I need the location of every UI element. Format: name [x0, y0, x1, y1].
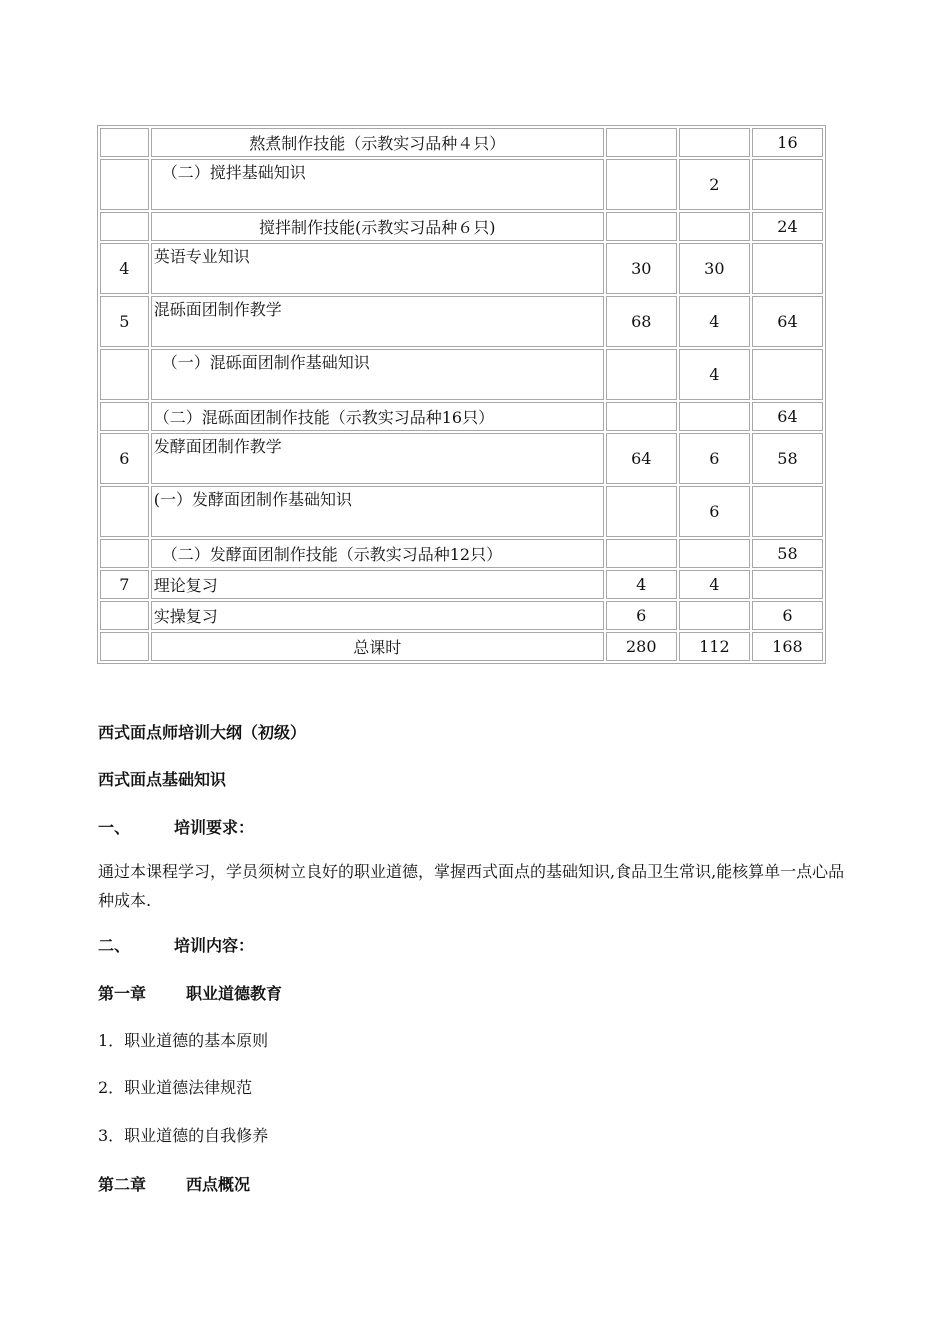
- theory-hours-cell: 4: [679, 570, 750, 599]
- row-number-cell: [100, 349, 149, 400]
- row-number-cell: 5: [100, 296, 149, 347]
- total-hours-cell: 68: [606, 296, 677, 347]
- course-name-cell: 搅拌制作技能(示教实习品种６只): [151, 212, 604, 241]
- course-name-cell: （二）搅拌基础知识: [151, 159, 604, 210]
- practice-hours-cell: 58: [752, 539, 823, 568]
- table-row: [100, 570, 823, 599]
- section-number: 一、: [98, 818, 131, 837]
- course-name-cell: 理论复习: [151, 570, 604, 599]
- row-number-cell: 4: [100, 243, 149, 294]
- total-hours-cell: [606, 402, 677, 431]
- theory-hours-cell: [679, 539, 750, 568]
- theory-hours-cell: [679, 212, 750, 241]
- theory-hours-cell: 112: [679, 632, 750, 661]
- chapter-number: 第一章: [98, 984, 147, 1003]
- table-row: [100, 402, 823, 431]
- table-body: [100, 128, 823, 661]
- total-hours-cell: 30: [606, 243, 677, 294]
- total-hours-cell: [606, 159, 677, 210]
- doc-title: 西式面点师培训大纲（初级）: [98, 723, 307, 742]
- course-name-cell: (一）发酵面团制作基础知识: [151, 486, 604, 537]
- practice-hours-cell: 16: [752, 128, 823, 157]
- theory-hours-cell: 30: [679, 243, 750, 294]
- row-number-cell: 7: [100, 570, 149, 599]
- table-row: [100, 486, 823, 537]
- list-item: 2．职业道德法律规范: [98, 1078, 253, 1097]
- total-hours-cell: [606, 539, 677, 568]
- theory-hours-cell: 4: [679, 296, 750, 347]
- course-hours-table: [97, 125, 826, 664]
- practice-hours-cell: 58: [752, 433, 823, 484]
- chapter-title: 职业道德教育: [186, 984, 283, 1003]
- chapter-number: 第二章: [98, 1175, 147, 1194]
- row-number-cell: [100, 632, 149, 661]
- total-hours-cell: 280: [606, 632, 677, 661]
- course-name-cell: 实操复习: [151, 601, 604, 630]
- practice-hours-cell: 168: [752, 632, 823, 661]
- theory-hours-cell: 4: [679, 349, 750, 400]
- section-title: 培训要求：: [174, 818, 255, 837]
- section-heading-content: [98, 933, 254, 956]
- theory-hours-cell: [679, 402, 750, 431]
- total-hours-cell: [606, 128, 677, 157]
- row-number-cell: [100, 486, 149, 537]
- total-hours-cell: [606, 212, 677, 241]
- theory-hours-cell: [679, 128, 750, 157]
- row-number-cell: [100, 128, 149, 157]
- practice-hours-cell: 6: [752, 601, 823, 630]
- requirements-paragraph: 通过本课程学习，学员须树立良好的职业道德，掌握西式面点的基础知识,食品卫生常识,能核算单一点心品种成本.: [98, 862, 845, 910]
- table-row: [100, 349, 823, 400]
- total-hours-cell: [606, 349, 677, 400]
- row-number-cell: 6: [100, 433, 149, 484]
- row-number-cell: [100, 159, 149, 210]
- theory-hours-cell: 2: [679, 159, 750, 210]
- total-hours-cell: 4: [606, 570, 677, 599]
- table-row: [100, 212, 823, 241]
- course-name-cell: （一）混砾面团制作基础知识: [151, 349, 604, 400]
- course-name-cell: 发酵面团制作教学: [151, 433, 604, 484]
- row-number-cell: [100, 539, 149, 568]
- table-row: [100, 128, 823, 157]
- table-row: [100, 433, 823, 484]
- row-number-cell: [100, 402, 149, 431]
- total-hours-cell: [606, 486, 677, 537]
- theory-hours-cell: [679, 601, 750, 630]
- practice-hours-cell: [752, 570, 823, 599]
- course-name-cell: 熬煮制作技能（示教实习品种４只）: [151, 128, 604, 157]
- list-item: 3．职业道德的自我修养: [98, 1126, 269, 1145]
- table-row: [100, 632, 823, 661]
- total-hours-cell: 6: [606, 601, 677, 630]
- list-item: 1．职业道德的基本原则: [98, 1031, 269, 1050]
- chapter-title: 西点概况: [186, 1175, 251, 1194]
- section-title: 培训内容：: [174, 936, 255, 955]
- table-row: [100, 296, 823, 347]
- course-name-cell: （二）发酵面团制作技能（示教实习品种12只）: [151, 539, 604, 568]
- practice-hours-cell: 64: [752, 296, 823, 347]
- section-number: 二、: [98, 936, 131, 955]
- practice-hours-cell: [752, 243, 823, 294]
- practice-hours-cell: 64: [752, 402, 823, 431]
- course-name-cell: （二）混砾面团制作技能（示教实习品种16只）: [151, 402, 604, 431]
- table-row: [100, 159, 823, 210]
- table-row: [100, 243, 823, 294]
- practice-hours-cell: [752, 159, 823, 210]
- theory-hours-cell: 6: [679, 433, 750, 484]
- doc-subtitle: 西式面点基础知识: [98, 770, 227, 789]
- row-number-cell: [100, 601, 149, 630]
- chapter-2-heading: [98, 1172, 250, 1195]
- total-hours-cell: 64: [606, 433, 677, 484]
- course-name-cell: 总课时: [151, 632, 604, 661]
- course-name-cell: 混砾面团制作教学: [151, 296, 604, 347]
- row-number-cell: [100, 212, 149, 241]
- table-row: [100, 539, 823, 568]
- practice-hours-cell: 24: [752, 212, 823, 241]
- course-name-cell: 英语专业知识: [151, 243, 604, 294]
- theory-hours-cell: 6: [679, 486, 750, 537]
- practice-hours-cell: [752, 486, 823, 537]
- section-heading-requirements: [98, 815, 254, 838]
- table-row: [100, 601, 823, 630]
- practice-hours-cell: [752, 349, 823, 400]
- chapter-1-heading: [98, 981, 282, 1004]
